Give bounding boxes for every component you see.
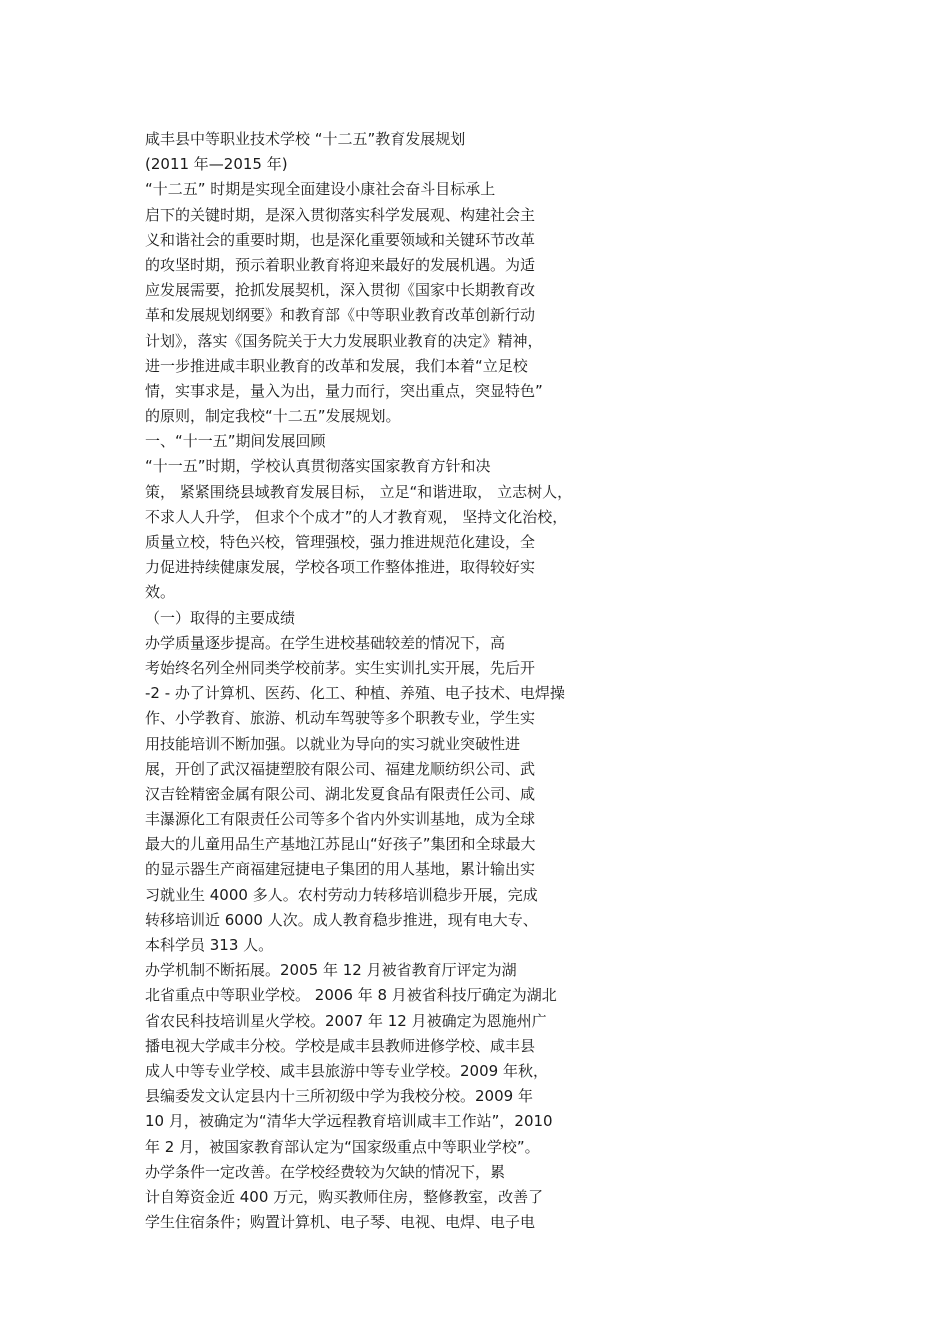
body-text-line: 转移培训近 6000 人次。成人教育稳步推进，现有电大专、: [145, 910, 538, 929]
body-text-line: 力促进持续健康发展，学校各项工作整体推进，取得较好实: [145, 558, 536, 577]
body-text-line: 策， 紧紧围绕县域教育发展目标， 立足“和谐进取， 立志树人，: [145, 482, 573, 501]
body-text-line: 最大的儿童用品生产基地江苏昆山“好孩子”集团和全球最大: [145, 835, 536, 854]
body-text-line: 进一步推进咸丰职业教育的改革和发展，我们本着“立足校: [145, 356, 528, 375]
body-text-line: 计划》，落实《国务院关于大力发展职业教育的决定》精神，: [145, 331, 543, 350]
document-body: [145, 127, 645, 1235]
body-text-line: 应发展需要，抢抓发展契机，深入贯彻《国家中长期教育改: [145, 281, 536, 300]
body-text-line: “十二五” 时期是实现全面建设小康社会奋斗目标承上: [145, 180, 496, 199]
body-text-line: 质量立校，特色兴校，管理强校，强力推进规范化建设，全: [145, 533, 536, 551]
body-text-line: 办学机制不断拓展。2005 年 12 月被省教育厅评定为湖: [145, 961, 517, 980]
document-title: 咸丰县中等职业技术学校 “十二五”教育发展规划: [145, 130, 466, 148]
body-text-line: 启下的关键时期，是深入贯彻落实科学发展观、构建社会主: [145, 205, 536, 224]
body-text-line: 不求人人升学， 但求个个成才”的人才教育观， 坚持文化治校，: [145, 507, 568, 526]
body-text-line: 县编委发文认定县内十三所初级中学为我校分校。2009 年: [145, 1087, 533, 1106]
body-text-line: 习就业生 4000 多人。农村劳动力转移培训稳步开展，完成: [145, 885, 538, 904]
body-text-line: 办学条件一定改善。在学校经费较为欠缺的情况下，累: [145, 1162, 506, 1181]
body-text-line: 本科学员 313 人。: [145, 936, 274, 954]
body-text-line: 播电视大学咸丰分校。学校是咸丰县教师进修学校、咸丰县: [145, 1036, 536, 1055]
body-text-line: “十一五”时期，学校认真贯彻落实国家教育方针和决: [145, 457, 491, 476]
body-text-line: 计自筹资金近 400 万元，购买教师住房，整修教室，改善了: [145, 1187, 544, 1206]
body-text-line: 一、“十一五”期间发展回顾: [145, 432, 326, 451]
body-text-line: （一）取得的主要成绩: [145, 608, 296, 627]
body-text-line: 的攻坚时期，预示着职业教育将迎来最好的发展机遇。为适: [145, 255, 536, 274]
body-text-line: 考始终名列全州同类学校前茅。实生实训扎实开展，先后开: [145, 658, 536, 677]
body-text-line: 革和发展规划纲要》和教育部《中等职业教育改革创新行动: [145, 306, 536, 325]
body-text-line: 丰瀑源化工有限责任公司等多个省内外实训基地，成为全球: [145, 810, 536, 829]
body-text-line: 作、小学教育、旅游、机动车驾驶等多个职教专业，学生实: [145, 709, 536, 728]
body-text-line: 效。: [145, 583, 176, 602]
body-text-line: 成人中等专业学校、咸丰县旅游中等专业学校。2009 年秋，: [145, 1061, 548, 1080]
body-text-line: 汉吉铨精密金属有限公司、湖北发夏食品有限责任公司、咸: [145, 784, 536, 803]
body-text-line: 学生住宿条件；购置计算机、电子琴、电视、电焊、电子电: [145, 1213, 536, 1232]
body-text-line: 展，开创了武汉福捷塑胶有限公司、福建龙顺纺织公司、武: [145, 759, 536, 778]
body-text-line: 用技能培训不断加强。以就业为导向的实习就业突破性进: [145, 734, 521, 753]
body-text-line: 的显示器生产商福建冠捷电子集团的用人基地，累计输出实: [145, 860, 536, 879]
body-text-line: 的原则，制定我校“十二五”发展规划。: [145, 407, 401, 426]
body-text-line: 年 2 月，被国家教育部认定为“国家级重点中等职业学校”。: [145, 1137, 540, 1156]
body-text-line: (2011 年—2015 年): [145, 155, 288, 174]
body-text-line: 办学质量逐步提高。在学生进校基础较差的情况下，高: [145, 633, 506, 652]
body-text-line: 义和谐社会的重要时期，也是深化重要领域和关键环节改革: [145, 230, 536, 249]
body-text-line: -2 - 办了计算机、医药、化工、种植、养殖、电子技术、电焊操: [145, 684, 565, 703]
body-text-line: 情，实事求是，量入为出，量力而行，突出重点，突显特色”: [145, 381, 543, 400]
body-text-line: 北省重点中等职业学校。 2006 年 8 月被省科技厅确定为湖北: [145, 986, 557, 1005]
body-text-line: 省农民科技培训星火学校。2007 年 12 月被确定为恩施州广: [145, 1011, 547, 1030]
body-text-line: 10 月，被确定为“清华大学远程教育培训咸丰工作站”，2010: [145, 1112, 553, 1131]
